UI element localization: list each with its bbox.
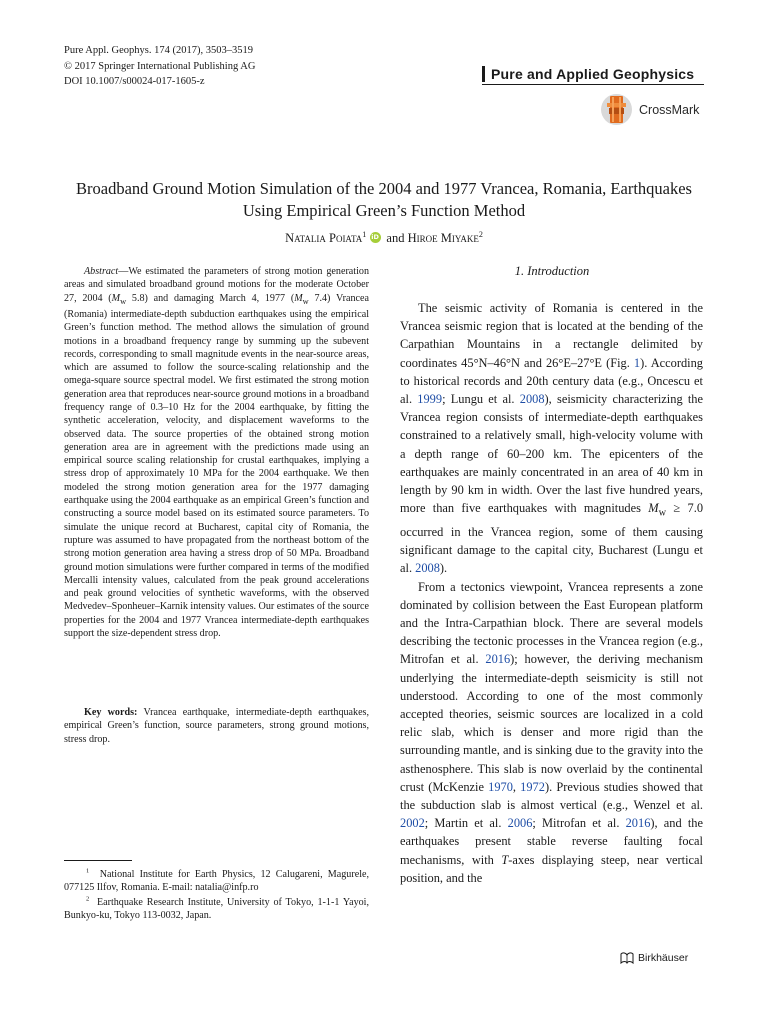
text-run: The seismic activity of Romania is centered in the Vrancea seismic region that is located at the bending of the Carpathian Mountains in a rectangle delimited by coordinates 45°N–46°N and 26°E–27°E (Fig. bbox=[400, 301, 703, 370]
abstract-dash: — bbox=[118, 266, 129, 277]
citation-link[interactable]: 2008 bbox=[415, 561, 440, 576]
footnote-rule bbox=[64, 860, 132, 861]
author-2-affiliation: 2 bbox=[478, 229, 483, 239]
citation: Pure Appl. Geophys. 174 (2017), 3503–3519 bbox=[64, 45, 253, 56]
text-run: ; Martin et al. bbox=[424, 816, 508, 831]
paper-title bbox=[20, 178, 748, 221]
authors bbox=[20, 231, 748, 246]
title-line-2: Using Empirical Green’s Function Method bbox=[242, 200, 526, 220]
text-run: ; Mitrofan et al. bbox=[532, 816, 626, 831]
author-conjunction: and bbox=[386, 231, 405, 245]
journal-name: Pure and Applied Geophysics bbox=[482, 66, 713, 82]
abstract bbox=[64, 265, 369, 640]
figure-link[interactable]: 1 bbox=[633, 355, 641, 370]
citation-link[interactable]: 2002 bbox=[400, 816, 425, 831]
text-run: ). According to historical records and 20th century data (e.g., Oncescu et al. bbox=[400, 355, 703, 407]
author-2: Hiroe Miyake bbox=[407, 231, 479, 245]
author-1: Natalia Poiata bbox=[285, 231, 363, 245]
text-run: From a tectonics viewpoint, Vrancea represents a zone dominated by collision between the East European platform and the Intra-Carpathian block. There are several models describing the tectonic processes in the Vrancea region (e.g., Mitrofan et al. bbox=[400, 579, 703, 667]
title-line-1: Broadband Ground Motion Simulation of the 2004 and 1977 Vrancea, Romania, Earthquakes bbox=[76, 179, 692, 198]
author-1-affiliation: 1 bbox=[362, 229, 367, 239]
citation-link[interactable]: 2006 bbox=[507, 816, 533, 831]
crossmark-icon bbox=[600, 93, 633, 126]
citation-link[interactable]: 1972 bbox=[520, 779, 545, 794]
footnote-1 bbox=[64, 868, 369, 895]
text-run: -axes displaying steep, near vertical position, and the bbox=[400, 852, 704, 885]
footnote-2 bbox=[64, 896, 369, 923]
text-run: ). bbox=[439, 561, 448, 576]
mw-sub: w bbox=[658, 507, 667, 519]
footnote-1-text: National Institute for Earth Physics, 12 Calugareni, Magurele, 077125 Ilfov, Romania. E-mail: natalia@infp.ro bbox=[64, 869, 370, 894]
publisher-name: Birkhäuser bbox=[638, 952, 689, 964]
abstract-text-3: 7.4) Vrancea (Romania) intermediate-depth subduction earthquakes using the empirical Green’s function method. The method allows the simulation of ground motions in a broadband frequency range by summing up the subevent records, corresponding to small magnitude events in the near-source areas, which are assumed to follow the source-scaling relationship and the omega-square source spectral model. We first estimated the strong motion generation area that reproduces near-source ground motions in a broadband frequency range of 0.3–10 Hz for the 2004 earthquake, by fitting the synthetic acceleration, velocity, and displacement waveforms to the observed data. The source properties of the obtained strong motion generation area are in agreement with the predictions made using an empirical source scaling relationship for crustal earthquakes, implying a stress drop of approximately 10 MPa for the 2004 earthquake. We then modeled the strong motion generation area for the 1977 damaging earthquake using the 2004 earthquake as an empirical Green’s function and constructing a source model based on its estimated source parameters. To simulate the unique record at Bucharest, capital city of Romania, the rupture was assumed to have propagated from the northeast bottom of the strong motion generation area having a stress drop of 50 MPa. Broadband ground motion simulations were further compared in terms of the modified Mercalli intensity values, calculated from the peak ground accelerations and peak ground velocities of synthetic waveforms, with the observed Medvedev–Sponheuer–Karnik intensity values. Our estimates of the source properties for the 2004 and 1977 Vrancea intermediate-depth earthquakes support the size-dependent stress drop. bbox=[64, 292, 369, 640]
footnote-1-number: 1 bbox=[86, 867, 90, 875]
keywords-text: Vrancea earthquake, intermediate-depth earthquakes, empirical Green’s function, source parameters, strong ground motions, stress drop. bbox=[64, 707, 369, 745]
abstract-text-2: 5.8) and damaging March 4, 1977 ( bbox=[131, 292, 295, 304]
mw-symbol: M bbox=[111, 292, 121, 304]
text-run: ). Previous studies showed that the subduction slab is almost vertical (e.g., Wenzel et al. bbox=[400, 779, 703, 812]
citation-link[interactable]: 2008 bbox=[519, 392, 545, 407]
crossmark-badge[interactable] bbox=[600, 93, 699, 126]
citation-link[interactable]: 2016 bbox=[485, 652, 511, 667]
text-run: ), and the earthquakes present stable reverse faulting focal mechanisms, with bbox=[400, 816, 703, 867]
citation-link[interactable]: 1999 bbox=[417, 392, 443, 407]
abstract-label: Abstract bbox=[84, 266, 119, 277]
citation-link[interactable]: 2016 bbox=[625, 816, 651, 831]
t-axis-symbol: T bbox=[501, 852, 509, 867]
section-heading: 1. Introduction bbox=[514, 264, 590, 278]
text-run: ≥ 7.0 occurred in the Vrancea region, some of them causing significant damage to the capital city, Bucharest (Lungu et al. bbox=[400, 501, 704, 576]
footnote-2-text: Earthquake Research Institute, University of Tokyo, 1-1-1 Yayoi, Bunkyo-ku, Tokyo 113-0032, Japan. bbox=[64, 897, 369, 922]
text-run: ); however, the deriving mechanism underlying the intermediate-depth seismicity is still not understood. According to one of the most commonly accepted theories, seismic sources are localized in a cold relic slab, which is denser and more rigid than the surrounding mantle, and is sinking due to the gravity into the asthenosphere. This slab is now overlaid by the continental crust (McKenzie bbox=[400, 652, 703, 794]
mw-sub: w bbox=[302, 296, 309, 306]
introduction-body bbox=[400, 299, 703, 887]
mw-symbol: M bbox=[294, 292, 303, 304]
publisher-logo bbox=[620, 952, 688, 964]
journal-rule bbox=[482, 84, 704, 85]
keywords bbox=[64, 706, 369, 746]
crossmark-label: CrossMark bbox=[639, 102, 700, 117]
orcid-icon[interactable] bbox=[370, 232, 381, 243]
text-run: ; Lungu et al. bbox=[442, 392, 520, 407]
text-run: ), seismicity characterizing the Vrancea region consists of intermediate-depth earthquakes constrained to a relatively small, high-velocity volume with a depth range of 60–200 km. The epicenters of the earthquakes are mainly concentrated in an area of 40 km in length by 90 km in width. Over the last five hundred years, more than five earthquakes with magnitudes bbox=[400, 392, 704, 516]
copyright: © 2017 Springer International Publishing AG bbox=[64, 60, 256, 72]
paragraph-1 bbox=[400, 299, 703, 578]
mw-symbol: M bbox=[648, 501, 659, 516]
abstract-text-1: We estimated the parameters of strong motion generation areas and simulated broadband ground motions for the moderate October 27, 2004 ( bbox=[64, 266, 369, 304]
text-run: , bbox=[512, 779, 521, 794]
citation-link[interactable]: 1970 bbox=[488, 779, 513, 794]
footnote-2-number: 2 bbox=[86, 895, 90, 903]
doi[interactable]: DOI 10.1007/s00024-017-1605-z bbox=[64, 76, 205, 87]
keywords-label: Key words: bbox=[84, 707, 138, 718]
mw-sub: w bbox=[120, 296, 127, 306]
paragraph-2 bbox=[400, 578, 703, 887]
birkhauser-icon bbox=[620, 952, 634, 964]
article-header bbox=[64, 43, 255, 90]
